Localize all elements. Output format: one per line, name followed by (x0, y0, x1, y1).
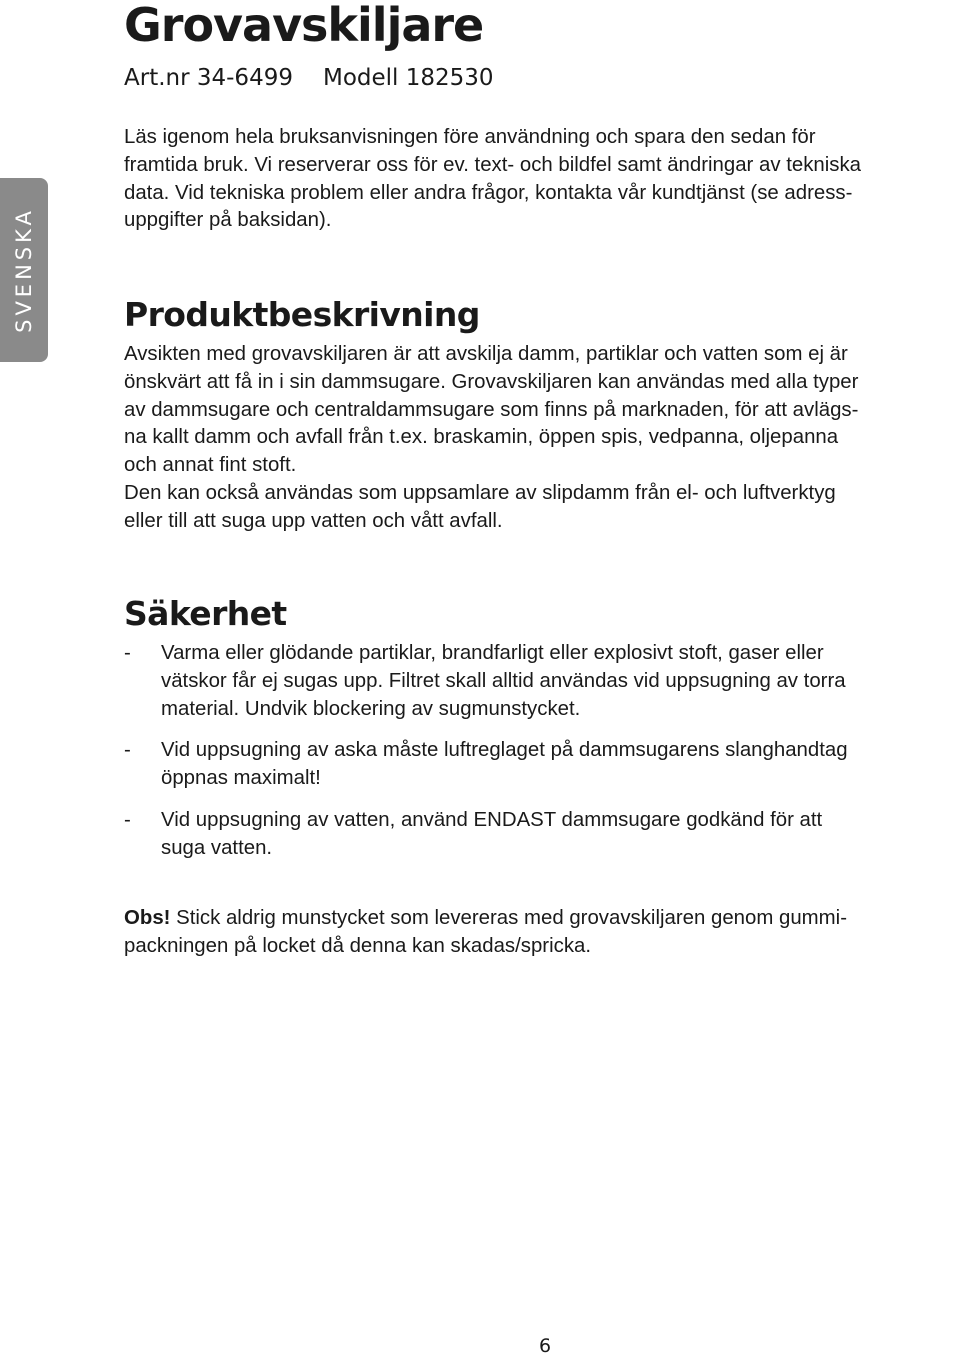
product-description-heading: Produktbeskrivning (124, 295, 480, 334)
safety-line: vätskor får ej sugas upp. Filtret skall alltid användas vid uppsugning av torra (161, 669, 846, 692)
description-line: önskvärt att få in i sin dammsugare. Grovavskiljaren kan användas med alla typer (124, 370, 859, 393)
safety-line: suga vatten. (161, 836, 273, 859)
safety-list (124, 640, 848, 877)
article-number: Art.nr 34-6499 (124, 65, 293, 91)
description-line: eller till att suga upp vatten och vått avfall. (124, 509, 503, 532)
list-dash: - (124, 739, 131, 762)
safety-item (124, 737, 848, 793)
intro-line: uppgifter på baksidan). (124, 209, 332, 232)
obs-note (124, 905, 847, 961)
description-line: av dammsugare och centraldammsugare som finns på marknaden, för att avlägs- (124, 398, 859, 421)
intro-line: data. Vid tekniska problem eller andra frågor, kontakta vår kundtjänst (se adress- (124, 181, 853, 204)
description-line: och annat fint stoft. (124, 454, 297, 477)
list-dash: - (124, 808, 131, 831)
safety-line: Varma eller glödande partiklar, brandfarligt eller explosivt stoft, gaser eller (161, 642, 824, 664)
safety-line: Vid uppsugning av vatten, använd ENDAST dammsugare godkänd för att (161, 808, 823, 831)
obs-line: packningen på locket då denna kan skadas/spricka. (124, 934, 592, 957)
product-description-paragraph (124, 341, 858, 536)
description-line: na kallt damm och avfall från t.ex. braskamin, öppen spis, vedpanna, oljepanna (124, 426, 839, 449)
safety-line: material. Undvik blockering av sugmunstycket. (161, 697, 581, 720)
intro-line: framtida bruk. Vi reserverar oss för ev. text- och bildfel samt ändringar av tekniska (124, 153, 862, 176)
safety-line: Vid uppsugning av aska måste luftreglaget på dammsugarens slanghandtag (161, 739, 848, 762)
obs-line (124, 905, 847, 933)
language-tab (0, 178, 48, 362)
intro-paragraph (124, 124, 861, 235)
page-title: Grovavskiljare (124, 0, 484, 52)
obs-text: Stick aldrig munstycket som levereras med grovavskiljaren genom gummi- (170, 907, 847, 929)
list-dash: - (124, 642, 131, 664)
language-tab-label: SVENSKA (12, 207, 36, 333)
description-line: Avsikten med grovavskiljaren är att avskilja damm, partiklar och vatten som ej är (124, 343, 848, 365)
safety-item (124, 807, 848, 863)
page-number: 6 (538, 1335, 552, 1357)
intro-line: Läs igenom hela bruksanvisningen före användning och spara den sedan för (124, 126, 816, 148)
safety-item (124, 640, 848, 723)
article-info (124, 62, 494, 94)
description-line: Den kan också användas som uppsamlare av slipdamm från el- och luftverktyg (124, 481, 836, 504)
safety-line: öppnas maximalt! (161, 767, 321, 790)
safety-heading: Säkerhet (124, 594, 287, 633)
model-number: Modell 182530 (322, 65, 494, 91)
obs-label: Obs! (124, 907, 171, 929)
